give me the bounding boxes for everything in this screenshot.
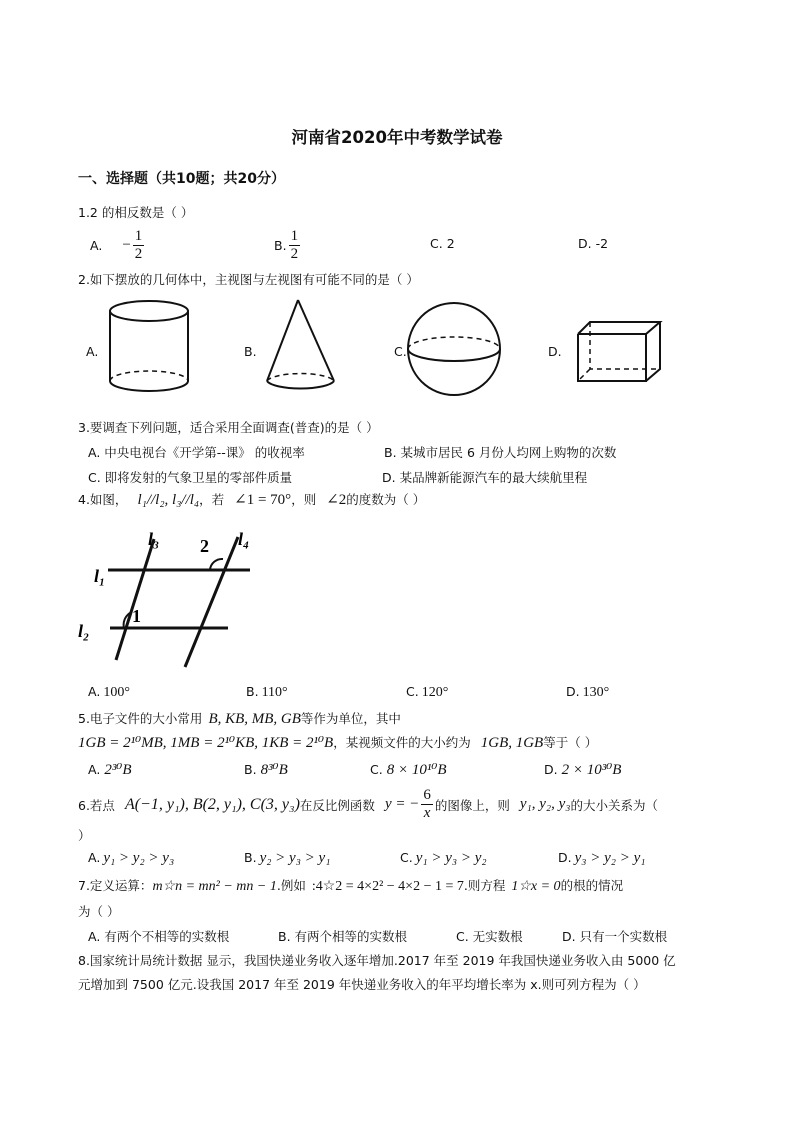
q2-option-a-label: A. xyxy=(86,344,99,359)
label-l3: l₃ xyxy=(148,529,160,549)
question-6-stem-line-2: ） xyxy=(78,828,91,843)
question-7-stem: 7.定义运算： m☆n = mn² − mn − 1 .例如 :4☆2 = 4×2² − 4×2 − 1 = 7 .则方程 1☆x = 0 的根的情况 xyxy=(78,878,624,894)
q4-option-d: D. 130° xyxy=(566,684,610,700)
q4-option-c: C. 120° xyxy=(406,684,449,700)
label-l2: l₂ xyxy=(78,621,90,641)
q6-option-b: B. y₂ > y₃ > y₁ xyxy=(244,850,331,866)
q6-points: A(−1, y₁), B(2, y₁), C(3, y₃) xyxy=(124,795,300,813)
q7-example: :4☆2 = 4×2² − 4×2 − 1 = 7 xyxy=(311,879,464,894)
q1-option-a: A. − $\frac{1}{2}$ xyxy=(90,228,143,262)
question-8-line-1: 8.国家统计局统计数据 显示，我国快递业务收入逐年增加.2017 年至 2019 年我国快递业务收入由 5000 亿 xyxy=(78,953,676,968)
question-4-stem: 4.如图， l₁//l₂, l₃//l₄ ，若 ∠1 = 70° ，则 ∠2 的度数为（ ） xyxy=(78,492,426,508)
question-7-stem-line-2: 为（ ） xyxy=(78,904,120,919)
cylinder-icon xyxy=(105,298,195,396)
q5-unit-conversions: 1GB = 2¹⁰MB, 1MB = 2¹⁰KB, 1KB = 2¹⁰B xyxy=(78,735,334,751)
q3-option-b: B. 某城市居民 6 月份人均网上购物的次数 xyxy=(384,445,617,460)
section-heading: 一、选择题（共10题；共20分） xyxy=(78,171,285,187)
q6-option-d: D. y₃ > y₂ > y₁ xyxy=(558,850,646,866)
cuboid-icon xyxy=(574,318,666,388)
q7-equation: 1☆x = 0 xyxy=(511,879,561,894)
q2-option-d-label: D. xyxy=(548,344,562,359)
cone-icon xyxy=(262,296,352,398)
question-5-line-1: 5.电子文件的大小常用 B, KB, MB, GB 等作为单位，其中 xyxy=(78,711,401,727)
page-title: 河南省2020年中考数学试卷 xyxy=(291,128,503,147)
q7-definition: m☆n = mn² − mn − 1 xyxy=(152,879,277,894)
q3-option-c: C. 即将发射的气象卫星的零部件质量 xyxy=(88,470,293,485)
q7-option-a: A. 有两个不相等的实数根 xyxy=(88,929,230,944)
q7-option-c: C. 无实数根 xyxy=(456,929,523,944)
q4-parallel-relation: l₁//l₂, l₃//l₄ xyxy=(137,492,200,508)
q5-option-a: A. 2³⁰B xyxy=(88,762,132,778)
q5-option-c: C. 8 × 10¹⁰B xyxy=(370,762,447,778)
q7-option-b: B. 有两个相等的实数根 xyxy=(278,929,408,944)
label-angle-1: 1 xyxy=(132,606,141,626)
label-l4: l₄ xyxy=(238,529,250,549)
q2-option-b-label: B. xyxy=(244,344,257,359)
question-2-stem: 2.如下摆放的几何体中，主视图与左视图有可能不同的是（ ） xyxy=(78,272,419,287)
label-l1: l₁ xyxy=(94,566,106,586)
q7-option-d: D. 只有一个实数根 xyxy=(562,929,668,944)
q6-option-c: C. y₁ > y₃ > y₂ xyxy=(400,850,487,866)
sphere-icon xyxy=(405,300,505,400)
parallel-lines-figure xyxy=(78,527,278,677)
q2-option-c-label: C. xyxy=(394,344,407,359)
q4-angle-2: ∠2 xyxy=(326,492,347,508)
q6-option-a: A. y₁ > y₂ > y₃ xyxy=(88,850,175,866)
q4-angle-1: ∠1 = 70° xyxy=(234,492,292,508)
question-3-stem: 3.要调查下列问题，适合采用全面调查(普查)的是（ ） xyxy=(78,420,379,435)
q3-option-d: D. 某品牌新能源汽车的最大续航里程 xyxy=(382,470,588,485)
question-8-line-2: 元增加到 7500 亿元.设我国 2017 年至 2019 年快递业务收入的年平均增长率为 x.则可列方程为（ ） xyxy=(78,977,646,992)
label-angle-2: 2 xyxy=(200,536,209,556)
q1-option-d: D. -2 xyxy=(578,236,609,251)
q3-option-a: A. 中央电视台《开学第--课》 的收视率 xyxy=(88,445,305,460)
question-6-stem: 6.若点 A(−1, y₁), B(2, y₁), C(3, y₃) 在反比例函数 y = − $\frac{6}{x}$ 的图像上，则 y₁, y₂, y₃ 的大小关系为（ xyxy=(78,787,658,821)
question-1-stem: 1.2 的相反数是（ ） xyxy=(78,205,194,220)
q5-option-b: B. 8³⁰B xyxy=(244,762,288,778)
q4-option-b: B. 110° xyxy=(246,684,288,700)
q1-option-b: B. $\frac{1}{2}$ xyxy=(274,228,299,262)
q1-option-c: C. 2 xyxy=(430,236,455,251)
q5-option-d: D. 2 × 10³⁰B xyxy=(544,762,622,778)
q4-option-a: A. 100° xyxy=(88,684,130,700)
question-5-line-2: 1GB = 2¹⁰MB, 1MB = 2¹⁰KB, 1KB = 2¹⁰B ，某视频文件的大小约为 1GB, 1GB 等于（ ） xyxy=(78,735,598,751)
